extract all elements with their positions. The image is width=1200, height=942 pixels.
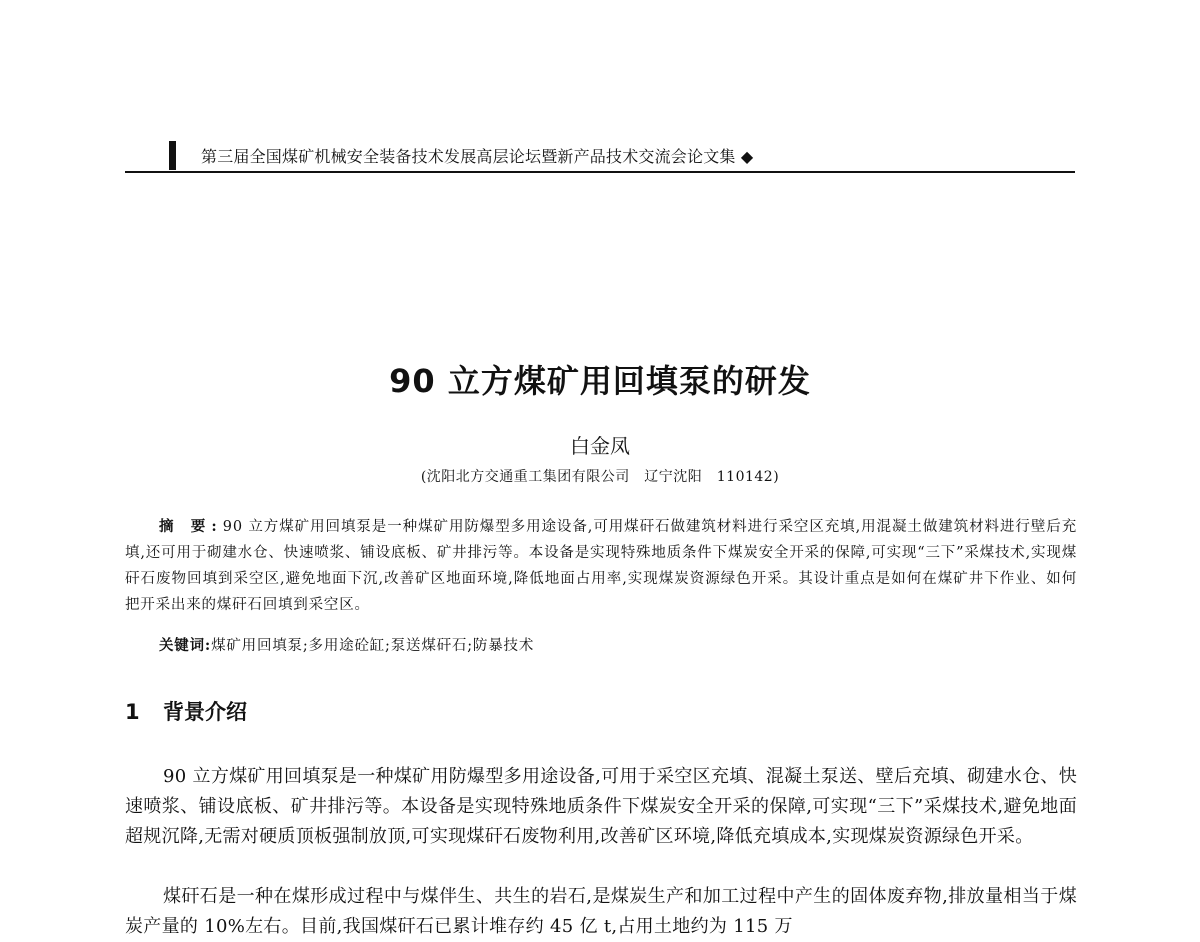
body-paragraph: 90 立方煤矿用回填泵是一种煤矿用防爆型多用途设备,可用于采空区充填、混凝土泵送、壁后充填、砌建水仓、快速喷浆、铺设底板、矿井排污等。本设备是实现特殊地质条件下煤炭安全开采的保障,可实现“三下”采煤技术,避免地面超规沉降,无需对硬质顶板强制放顶,可实现煤矸石废物利用,改善矿区环境,降低充填成本,实现煤炭资源绿色开采。 [125,766,1077,847]
header-bar-mark [169,141,176,170]
author-affiliation: (沈阳北方交通重工集团有限公司 辽宁沈阳 110142) [420,469,780,485]
header-rule [125,171,1075,173]
section-title: 背景介绍 [163,700,247,724]
keywords [159,634,534,655]
abstract-text: 90 立方煤矿用回填泵是一种煤矿用防爆型多用途设备,可用煤矸石做建筑材料进行采空区充填,用混凝土做建筑材料进行壁后充填,还可用于砌建水仓、快速喷浆、铺设底板、矿井排污等。本设备是实现特殊地质条件下煤炭安全开采的保障,可实现“三下”采煤技术,实现煤矸石废物回填到采空区,避免地面下沉,改善矿区地面环境,降低地面占用率,实现煤炭资源绿色开采。其设计重点是如何在煤矿井下作业、如何把开采出来的煤矸石回填到采空区。 [125,519,1077,613]
section-heading [125,696,247,726]
running-header [125,140,1075,174]
keywords-label: 关键词: [159,637,212,654]
body-paragraph: 煤矸石是一种在煤形成过程中与煤伴生、共生的岩石,是煤炭生产和加工过程中产生的固体废弃物,排放量相当于煤炭产量的 10%左右。目前,我国煤矸石已累计堆存约 45 亿 t,占用土地约为 115 万 [125,886,1077,937]
abstract [125,514,1077,618]
proceedings-title: 第三届全国煤矿机械安全装备技术发展高层论坛暨新产品技术交流会论文集 ◆ [201,147,754,166]
section-number: 1 [125,700,140,724]
abstract-label: 摘 要: [159,518,223,535]
paper-title: 90 立方煤矿用回填泵的研发 [389,362,811,400]
keywords-text: 煤矿用回填泵;多用途砼缸;泵送煤矸石;防暴技术 [211,638,535,654]
paper-author: 白金凤 [570,434,630,458]
